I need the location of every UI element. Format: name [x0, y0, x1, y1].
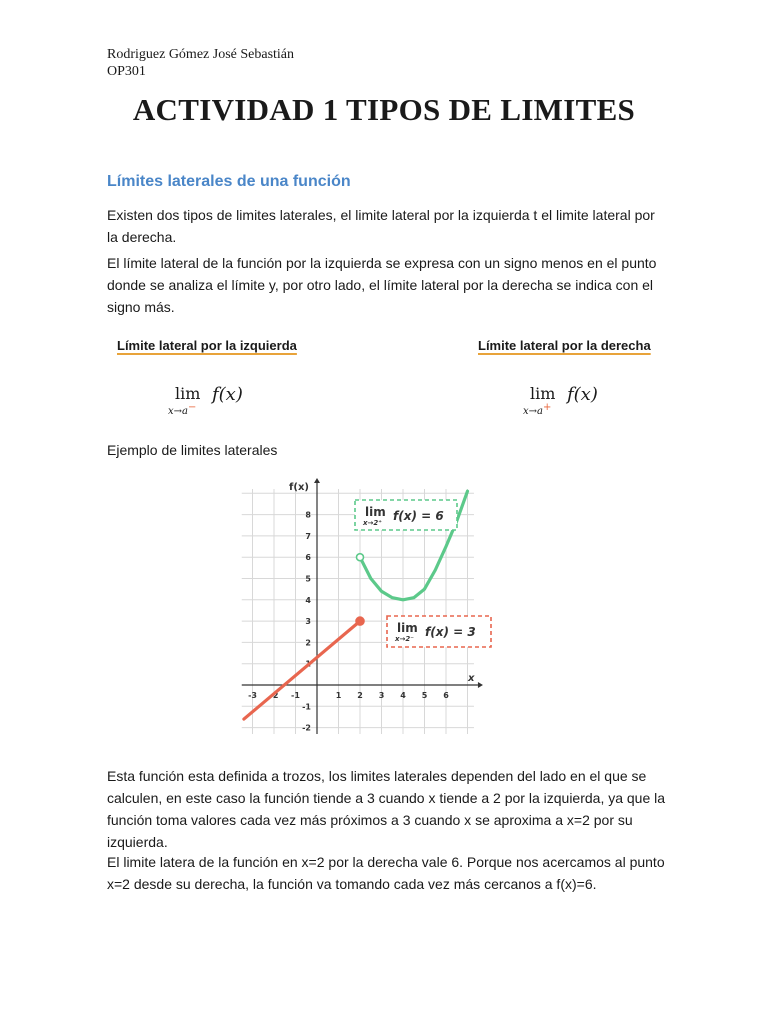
- annotation-expression: f(x) = 6: [393, 509, 444, 523]
- x-tick-label: -2: [269, 691, 279, 700]
- y-axis-label: f(x): [289, 482, 309, 494]
- y-axis-arrow: [314, 478, 320, 483]
- annotation-subscript: x→2⁻: [395, 635, 414, 643]
- x-tick-label: 5: [421, 691, 428, 700]
- explanation-left-paragraph: Esta función esta definida a trozos, los limites laterales dependen del lado en el que se calculen, en este caso la función tiende a 3 cuando x tiende a 2 por la izquierda, ya que la función toma valores cada vez más próximos a 3 cuando x se aproxima a x=2 por su izquierda.: [107, 768, 666, 850]
- y-tick-label: 3: [305, 617, 311, 627]
- chart-annotations: [355, 500, 491, 647]
- x-tick-label: 6: [443, 691, 449, 700]
- right-limit-label: Límite lateral por la derecha: [478, 338, 651, 353]
- y-tick-label: 7: [305, 531, 311, 541]
- lim-subscript: x→a+: [523, 402, 552, 417]
- limit-annotation-1: [355, 500, 457, 530]
- open-point: [357, 554, 364, 561]
- annotation-subscript: x→2⁺: [363, 519, 382, 527]
- y-tick-label: -2: [302, 723, 311, 733]
- plus-sign: +: [542, 402, 552, 413]
- x-tick-label: 3: [378, 691, 385, 700]
- right-limit-formula: [523, 384, 623, 424]
- left-limit-formula: [168, 384, 268, 424]
- annotation-expression: f(x) = 3: [425, 625, 476, 639]
- x-axis-arrow: [478, 682, 483, 688]
- document-header: [107, 46, 294, 80]
- group-code: OP301: [107, 64, 146, 79]
- left-limit-label: Límite lateral por la izquierda: [117, 338, 297, 353]
- annotation-lim: lim: [365, 505, 386, 519]
- x-tick-label: 4: [400, 691, 406, 700]
- y-tick-label: 5: [305, 574, 311, 584]
- minus-sign: −: [187, 402, 197, 413]
- annotation-lim: lim: [397, 621, 418, 635]
- author-name: Rodriguez Gómez José Sebastián: [107, 47, 295, 62]
- limit-annotation-2: [387, 616, 491, 647]
- y-tick-label: 2: [305, 638, 311, 648]
- y-tick-label: 1: [305, 659, 311, 669]
- document-title: ACTIVIDAD 1 TIPOS DE LIMITES: [132, 92, 636, 127]
- y-tick-label: 6: [305, 553, 311, 563]
- explanation-right-paragraph: El limite latera de la función en x=2 por la derecha vale 6. Porque nos acercamos al punto x=2 desde su derecha, la función va tomando cada vez más cercanos a f(x)=6.: [107, 854, 665, 892]
- notation-paragraph: El límite lateral de la función por la izquierda se expresa con un signo menos en el punto donde se analiza el límite y, por otro lado, el límite lateral por la derecha se indica con el signo más.: [107, 255, 657, 315]
- x-axis-label: x: [467, 673, 475, 684]
- x-tick-label: 1: [335, 691, 342, 700]
- lim-subscript: x→a−: [168, 402, 197, 417]
- piecewise-function-chart: [248, 462, 502, 733]
- x-tick-label: -1: [291, 691, 300, 700]
- function-expression: f(x): [212, 384, 243, 405]
- x-tick-label: 2: [357, 691, 363, 700]
- x-tick-label: -3: [248, 691, 257, 700]
- lim-operator: lim: [530, 384, 556, 403]
- lim-operator: lim: [175, 384, 201, 403]
- intro-paragraph: Existen dos tipos de limites laterales, el limite lateral por la izquierda t el limite lateral por la derecha.: [107, 207, 655, 245]
- closed-point: [356, 617, 364, 625]
- example-label: Ejemplo de limites laterales: [107, 442, 278, 458]
- y-tick-label: 8: [305, 510, 311, 520]
- function-expression: f(x): [567, 384, 598, 405]
- section-heading: Límites laterales de una función: [107, 173, 351, 190]
- y-tick-label: 4: [305, 595, 311, 605]
- y-tick-label: -1: [302, 702, 311, 712]
